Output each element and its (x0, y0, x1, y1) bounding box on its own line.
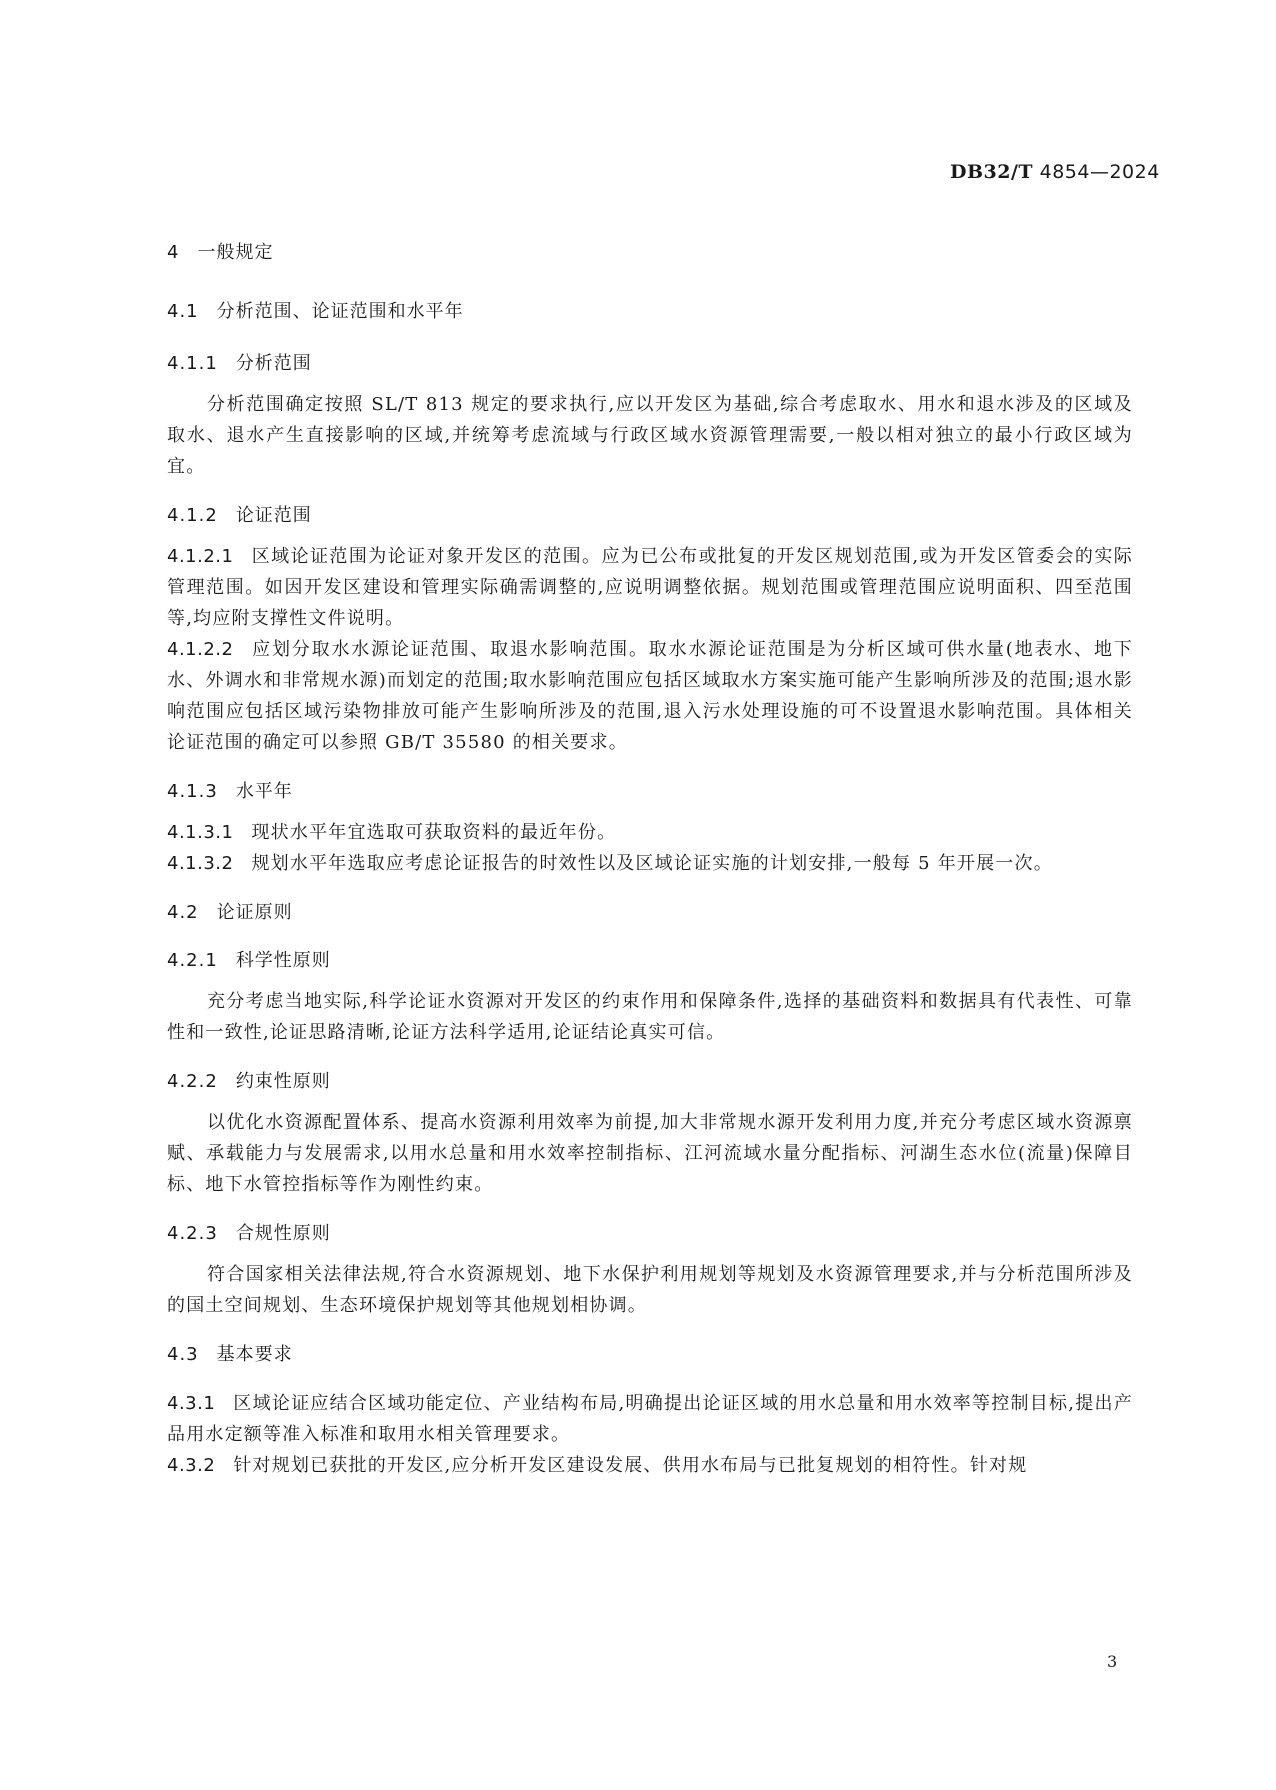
paragraph-4-2-2: 以优化水资源配置体系、提高水资源利用效率为前提,加大非常规水源开发利用力度,并充分考虑区域水资源禀赋、承载能力与发展需求,以用水总量和用水效率控制指标、江河流域水量分配指标、河湖生态水位(流量)保障目标、地下水管控指标等作为刚性约束。 (167, 1112, 1133, 1195)
heading-4-1-1: 4.1.1 分析范围 (167, 353, 312, 374)
paragraph-4-1-1: 分析范围确定按照 SL/T 813 规定的要求执行,应以开发区为基础,综合考虑取水、用水和退水涉及的区域及取水、退水产生直接影响的区域,并统筹考虑流域与行政区域水资源管理需要,一般以相对独立的最小行政区域为宜。 (167, 394, 1133, 477)
standard-code-number: 4854—2024 (1039, 161, 1160, 183)
clause-4-1-2-2: 4.1.2.2 应划分取水水源论证范围、取退水影响范围。取水水源论证范围是为分析区域可供水量(地表水、地下水、外调水和非常规水源)而划定的范围;取水影响范围应包括区域取水方案实施可能产生影响所涉及的范围;退水影响范围应包括区域污染物排放可能产生影响所涉及的范围,退入污水处理设施的可不设置退水影响范围。具体相关论证范围的确定可以参照 GB/T 35580 的相关要求。 (167, 639, 1133, 753)
heading-4-1: 4.1 分析范围、论证范围和水平年 (167, 301, 464, 322)
clause-4-1-3-2: 4.1.3.2 规划水平年选取应考虑论证报告的时效性以及区域论证实施的计划安排,一般每 5 年开展一次。 (167, 853, 1053, 874)
heading-4-2-2: 4.2.2 约束性原则 (167, 1071, 331, 1092)
paragraph-4-2-1: 充分考虑当地实际,科学论证水资源对开发区的约束作用和保障条件,选择的基础资料和数据具有代表性、可靠性和一致性,论证思路清晰,论证方法科学适用,论证结论真实可信。 (167, 991, 1133, 1043)
heading-4-2: 4.2 论证原则 (167, 902, 293, 923)
clause-4-3-2: 4.3.2 针对规划已获批的开发区,应分析开发区建设发展、供用水布局与已批复规划的相符性。针对规 (167, 1455, 1028, 1476)
heading-4-2-1: 4.2.1 科学性原则 (167, 950, 331, 971)
standard-code-prefix: DB32/T (950, 161, 1034, 183)
page-number: 3 (1107, 1652, 1118, 1671)
clause-4-3-1: 4.3.1 区域论证应结合区域功能定位、产业结构布局,明确提出论证区域的用水总量和用水效率等控制目标,提出产品用水定额等准入标准和取用水相关管理要求。 (167, 1393, 1133, 1445)
heading-4-1-2: 4.1.2 论证范围 (167, 505, 312, 526)
paragraph-4-2-3: 符合国家相关法律法规,符合水资源规划、地下水保护利用规划等规划及水资源管理要求,并与分析范围所涉及的国土空间规划、生态环境保护规划等其他规划相协调。 (167, 1264, 1133, 1316)
heading-4-1-3: 4.1.3 水平年 (167, 781, 293, 802)
clause-4-1-3-1: 4.1.3.1 现状水平年宜选取可获取资料的最近年份。 (167, 822, 617, 843)
standard-code (950, 161, 1160, 183)
heading-4-2-3: 4.2.3 合规性原则 (167, 1223, 331, 1244)
heading-4-3: 4.3 基本要求 (167, 1344, 293, 1365)
document-body (167, 238, 1133, 1481)
clause-4-1-2-1: 4.1.2.1 区域论证范围为论证对象开发区的范围。应为已公布或批复的开发区规划范围,或为开发区管委会的实际管理范围。如因开发区建设和管理实际确需调整的,应说明调整依据。规划范围或管理范围应说明面积、四至范围等,均应附支撑性文件说明。 (167, 546, 1133, 629)
heading-4: 4 一般规定 (167, 242, 274, 263)
